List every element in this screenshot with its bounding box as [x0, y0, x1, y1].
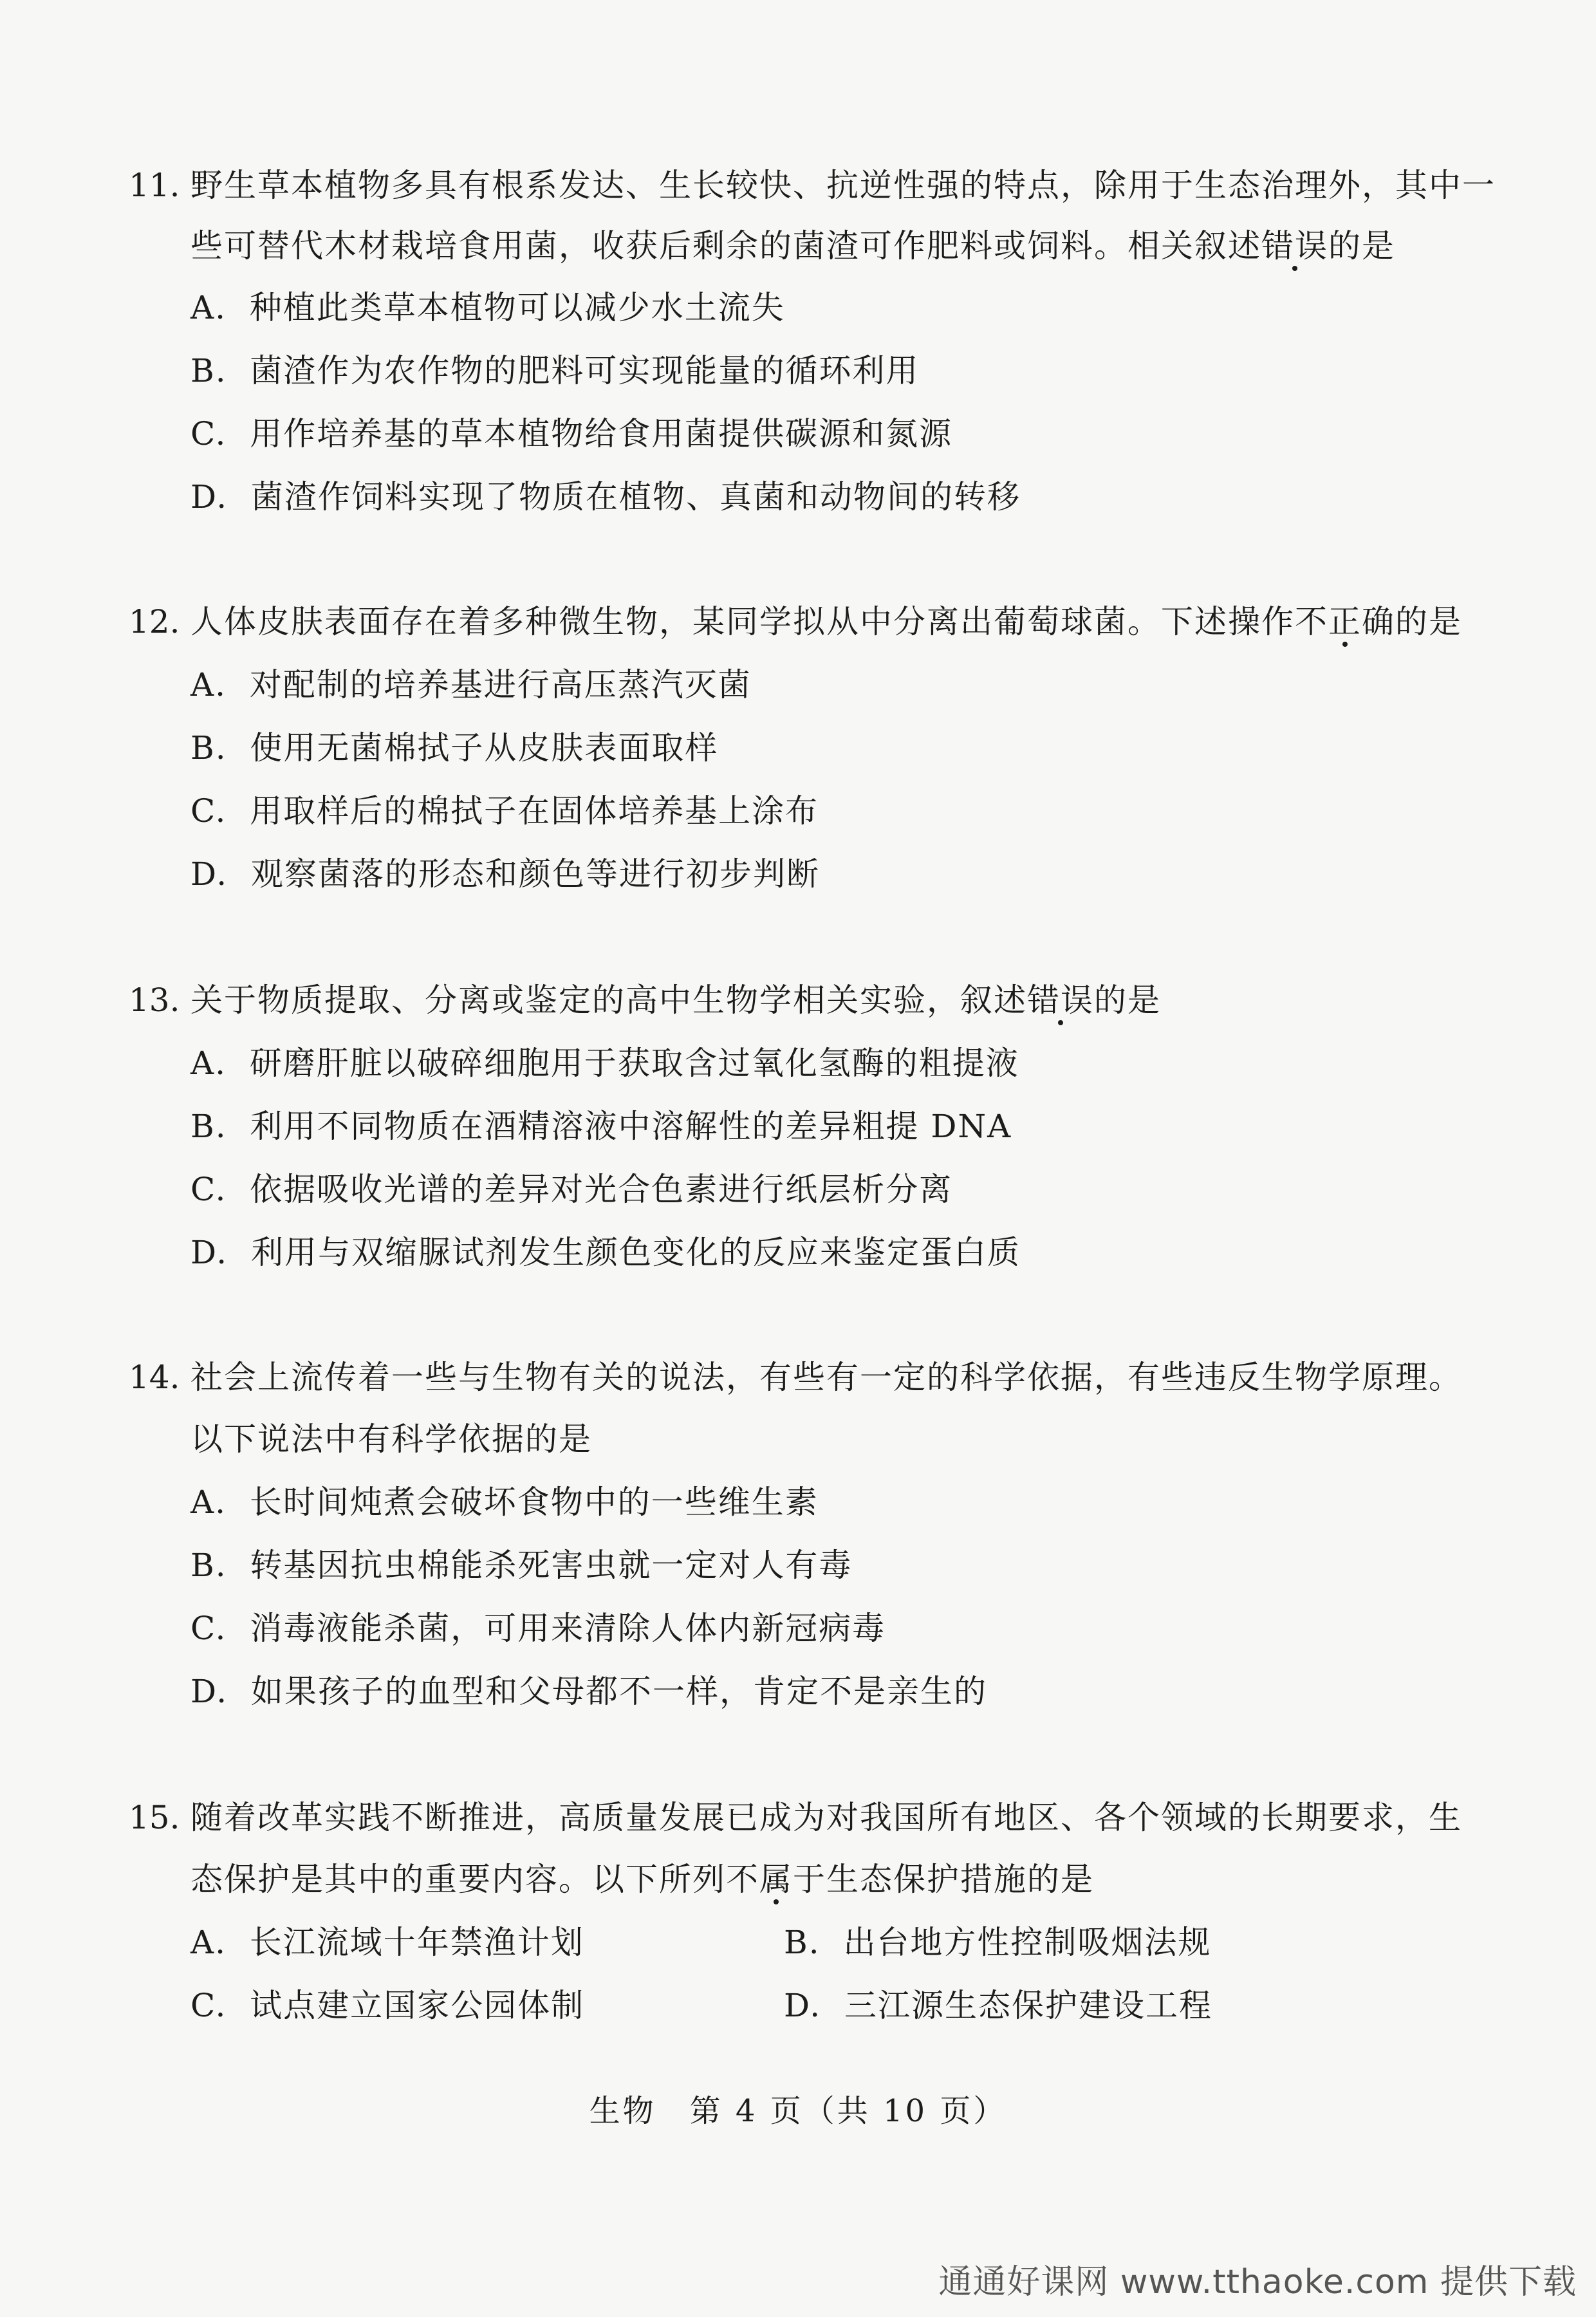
question-number: 15. [129, 1799, 180, 1836]
emphasis-text: 错误 [1027, 982, 1094, 1019]
option-b: B. 转基因抗虫棉能杀死害虫就一定对人有毒 [190, 1547, 853, 1584]
option-a: A. 对配制的培养基进行高压蒸汽灭菌 [190, 666, 752, 703]
page-footer: 生物 第 4 页（共 10 页） [589, 2093, 1007, 2129]
question-stem-line: 随着改革实践不断推进，高质量发展已成为对我国所有地区、各个领域的长期要求，生 [190, 1799, 1462, 1836]
option-d: D. 利用与双缩脲试剂发生颜色变化的反应来鉴定蛋白质 [190, 1234, 1021, 1271]
question-stem-line: 以下说法中有科学依据的是 [190, 1420, 592, 1458]
option-b: B. 菌渣作为农作物的肥料可实现能量的循环利用 [190, 352, 920, 389]
question-number: 11. [129, 167, 180, 204]
option-c: C. 用取样后的棉拭子在固体培养基上涂布 [190, 792, 819, 830]
question-stem-line: 社会上流传着一些与生物有关的说法，有些有一定的科学依据，有些违反生物学原理。 [190, 1359, 1462, 1396]
option-d: D. 三江源生态保护建设工程 [784, 1987, 1212, 2024]
option-c: C. 用作培养基的草本植物给食用菌提供碳源和氮源 [190, 415, 953, 452]
option-a: A. 研磨肝脏以破碎细胞用于获取含过氧化氢酶的粗提液 [190, 1045, 1019, 1082]
emphasis-text: 不属于 [726, 1861, 826, 1898]
emphasis-text: 不正确 [1295, 603, 1395, 640]
question-number: 12. [129, 603, 180, 640]
question-number: 13. [129, 982, 180, 1019]
option-d: D. 菌渣作饲料实现了物质在植物、真菌和动物间的转移 [190, 478, 1021, 516]
emphasis-text: 错误 [1261, 227, 1328, 265]
option-b: B. 出台地方性控制吸烟法规 [784, 1924, 1212, 1961]
question-stem-line: 些可替代木材栽培食用菌，收获后剩余的菌渣可作肥料或饲料。相关叙述错误的是 [190, 227, 1395, 265]
question-stem-line: 关于物质提取、分离或鉴定的高中生物学相关实验，叙述错误的是 [190, 982, 1161, 1019]
option-b: B. 利用不同物质在酒精溶液中溶解性的差异粗提 DNA [190, 1108, 1012, 1145]
question-stem-line: 态保护是其中的重要内容。以下所列不属于生态保护措施的是 [190, 1861, 1094, 1898]
option-a: A. 长江流域十年禁渔计划 [190, 1924, 584, 1961]
option-c: C. 试点建立国家公园体制 [190, 1987, 585, 2024]
watermark: 通通好课网 www.tthaoke.com 提供下载 [938, 2263, 1577, 2302]
option-a: A. 种植此类草本植物可以减少水土流失 [190, 289, 785, 326]
option-a: A. 长时间炖煮会破坏食物中的一些维生素 [190, 1484, 819, 1521]
option-b: B. 使用无菌棉拭子从皮肤表面取样 [190, 729, 719, 767]
question-stem-line: 人体皮肤表面存在着多种微生物，某同学拟从中分离出葡萄球菌。下述操作不正确的是 [190, 603, 1462, 640]
option-c: C. 依据吸收光谱的差异对光合色素进行纸层析分离 [190, 1171, 953, 1208]
question-stem-line: 野生草本植物多具有根系发达、生长较快、抗逆性强的特点，除用于生态治理外，其中一 [190, 167, 1496, 204]
question-number: 14. [129, 1359, 180, 1396]
option-c: C. 消毒液能杀菌，可用来清除人体内新冠病毒 [190, 1610, 886, 1647]
option-d: D. 观察菌落的形态和颜色等进行初步判断 [190, 855, 820, 893]
option-d: D. 如果孩子的血型和父母都不一样，肯定不是亲生的 [190, 1673, 987, 1710]
